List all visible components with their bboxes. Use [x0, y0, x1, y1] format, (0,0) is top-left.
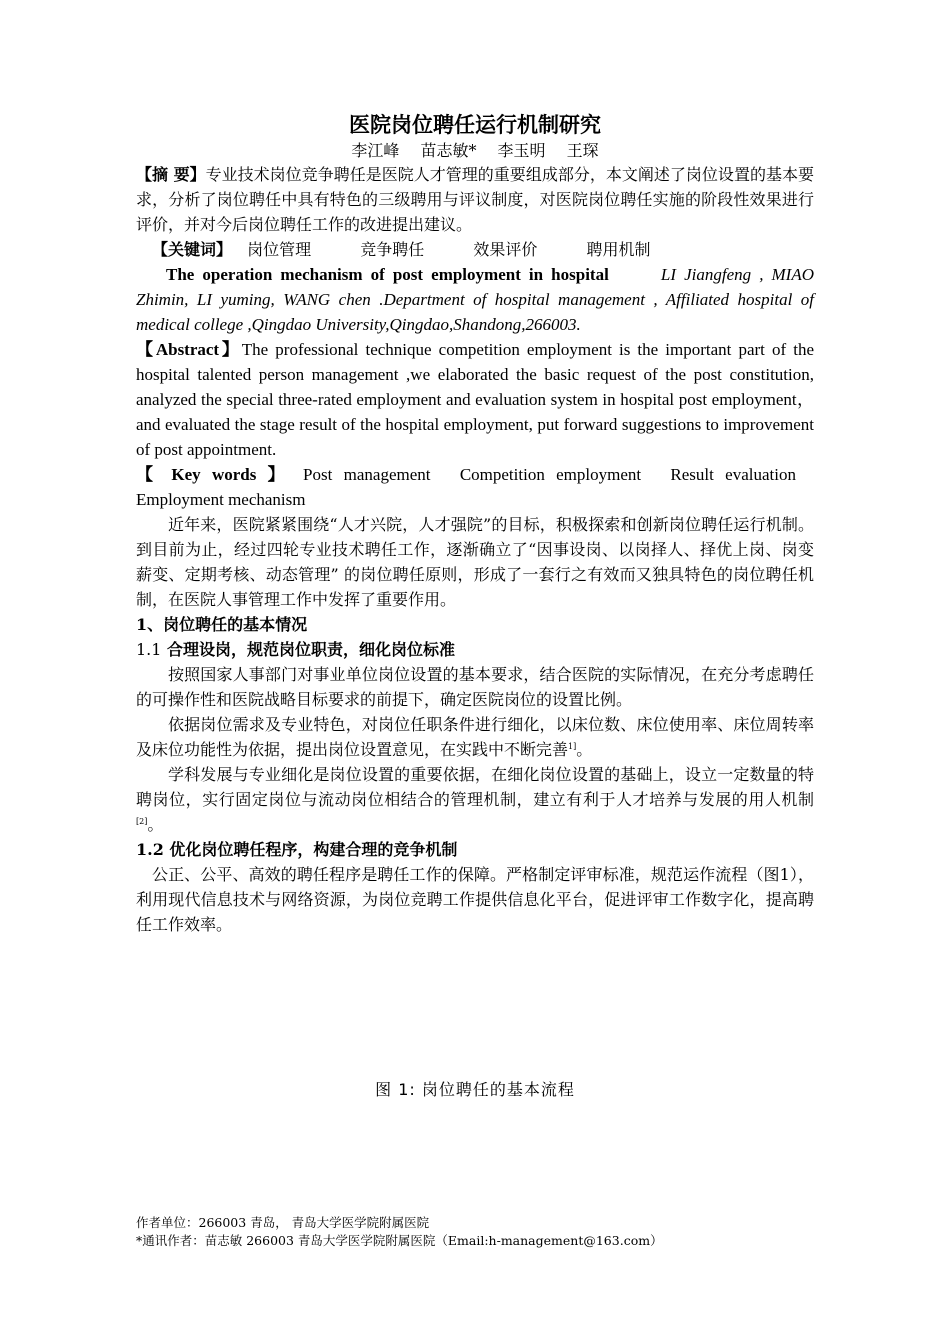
- body-text: 。: [576, 740, 593, 759]
- author-name: 王琛: [566, 141, 599, 160]
- body-text: 学科发展与专业细化是岗位设置的重要依据，在细化岗位设置的基础上，设立一定数量的特聘岗位，实行固定岗位与流动岗位相结合的管理机制，建立有利于人才培养与发展的用人机制: [136, 765, 814, 809]
- english-keywords-label: 【 Key words 】: [136, 465, 292, 484]
- abstract-cn-label: 【摘 要】: [136, 165, 206, 184]
- paper-page: [136, 110, 814, 1101]
- keyword-en: Result evaluation: [670, 465, 796, 484]
- section-1-1-number: 1.1: [136, 640, 162, 659]
- author-list: [136, 140, 814, 162]
- section-1-1-heading: [136, 637, 814, 662]
- citation-ref: [2]: [136, 817, 148, 826]
- body-text: 依据岗位需求及专业特色，对岗位任职条件进行细化，以床位数、床位使用率、床位周转率及床位功能性为依据，提出岗位设置意见，在实践中不断完善: [136, 715, 814, 759]
- author-name: 李江峰: [351, 141, 400, 160]
- keyword-cn: 岗位管理: [247, 240, 312, 259]
- footnote-corresponding: *通讯作者：苗志敏 266003 青岛大学医学院附属医院（Email:h-management@163.com）: [136, 1233, 663, 1248]
- abstract-cn-text: 专业技术岗位竞争聘任是医院人才管理的重要组成部分，本文阐述了岗位设置的基本要求，分析了岗位聘任中具有特色的三级聘用与评议制度，对医院岗位聘任实施的阶段性效果进行评价，并对今后岗位聘任工作的改进提出建议。: [136, 165, 814, 234]
- body-paragraph: [136, 762, 814, 837]
- english-header: [136, 262, 814, 337]
- english-abstract: [136, 337, 814, 462]
- body-text: 。: [147, 815, 164, 834]
- section-1-2-heading: 1.2 优化岗位聘任程序，构建合理的竞争机制: [136, 840, 458, 859]
- author-name: 苗志敏*: [420, 141, 477, 160]
- figure-caption: 图 1: 岗位聘任的基本流程: [375, 1080, 575, 1099]
- author-name: 李玉明: [497, 141, 546, 160]
- english-abstract-text: The professional technique competition employment is the important part of the hospital talented person management ,we elaborated the basic request of the post constitution, analyzed the special three-rated employment and evaluation system in hospital post employment，and evaluated the stage result of the hospital employment, put forward suggestions to improvement of post appointment.: [136, 340, 815, 459]
- english-abstract-label: 【Abstract】: [136, 340, 242, 359]
- keyword-en: Competition employment: [459, 465, 642, 484]
- keywords-cn: [136, 237, 814, 262]
- keywords-cn-label: 【关键词】: [152, 240, 233, 259]
- paper-title: 医院岗位聘任运行机制研究: [349, 113, 601, 137]
- english-affiliation: LI Jiangfeng , MIAO Zhimin, LI yuming, WANG chen .Department of hospital management , Affiliated hospital of medical college ,Qingdao University,Qingdao,Shandong,266003.: [136, 265, 814, 334]
- figure-placeholder: [136, 937, 814, 1079]
- english-title: The operation mechanism of post employment in hospital: [166, 265, 609, 284]
- body-paragraph: [136, 712, 814, 762]
- keyword-cn: 聘用机制: [586, 240, 651, 259]
- english-keywords: [136, 462, 814, 512]
- keyword-en: Employment mechanism: [136, 490, 306, 509]
- body-paragraph: 按照国家人事部门对事业单位岗位设置的基本要求，结合医院的实际情况，在充分考虑聘任的可操作性和医院战略目标要求的前提下，确定医院岗位的设置比例。: [136, 665, 814, 709]
- keyword-cn: 竞争聘任: [360, 240, 425, 259]
- section-1-heading: 1、岗位聘任的基本情况: [136, 615, 308, 634]
- body-paragraph: 公正、公平、高效的聘任程序是聘任工作的保障。严格制定评审标准，规范运作流程（图1），利用现代信息技术与网络资源，为岗位竞聘工作提供信息化平台，促进评审工作数字化，提高聘任工作效率。: [136, 865, 814, 934]
- keyword-en: Post management: [303, 465, 431, 484]
- keyword-cn: 效果评价: [473, 240, 538, 259]
- abstract-cn: [136, 162, 814, 237]
- footnote-affiliation: 作者单位：266003 青岛， 青岛大学医学院附属医院: [136, 1215, 430, 1230]
- intro-paragraph: 近年来，医院紧紧围绕“人才兴院，人才强院”的目标，积极探索和创新岗位聘任运行机制。到目前为止，经过四轮专业技术聘任工作，逐渐确立了“因事设岗、以岗择人、择优上岗、岗变薪变、定期考核、动态管理” 的岗位聘任原则，形成了一套行之有效而又独具特色的岗位聘任机制，在医院人事管理工作中发挥了重要作用。: [136, 515, 814, 609]
- footnotes: [136, 1214, 836, 1250]
- citation-ref: 1]: [568, 742, 577, 751]
- section-1-1-title: 合理设岗，规范岗位职责，细化岗位标准: [167, 640, 456, 659]
